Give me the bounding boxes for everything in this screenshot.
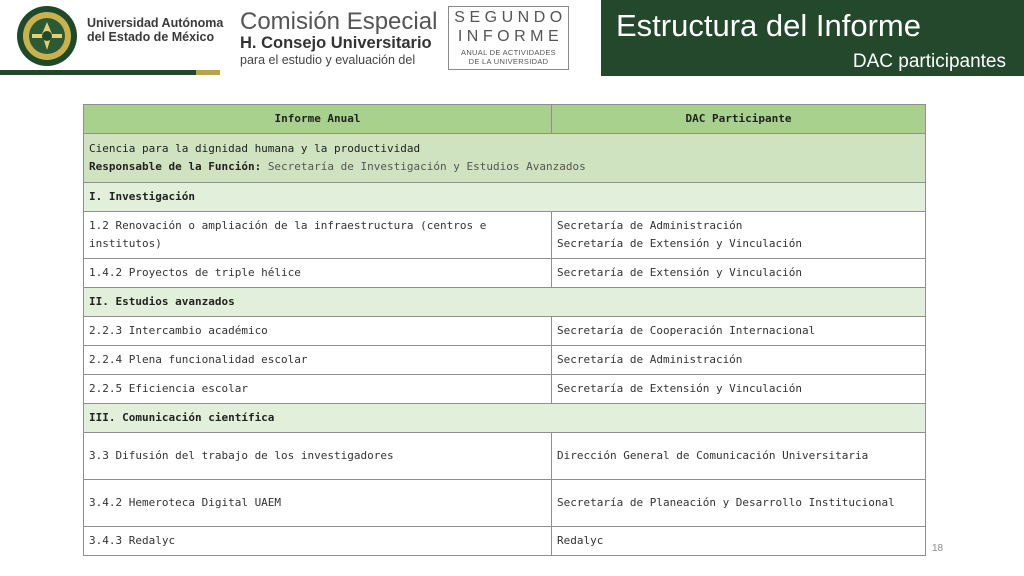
comision-especial-logo: Comisión Especial H. Consejo Universitario para el estudio y evaluación del <box>240 8 438 67</box>
dac-participant: Secretaría de Extensión y Vinculación <box>557 237 803 250</box>
informe-item: 3.4.2 Hemeroteca Digital UAEM <box>84 480 552 527</box>
dac-participant: Dirección General de Comunicación Universitaria <box>552 433 926 480</box>
column-header-dac: DAC Participante <box>552 105 926 134</box>
informe-item: 2.2.3 Intercambio académico <box>84 317 552 346</box>
page-number: 18 <box>932 543 944 554</box>
responsable-line <box>89 158 920 176</box>
header-rule-gold <box>196 70 220 75</box>
section-row <box>84 404 926 433</box>
section-title: II. Estudios avanzados <box>84 288 926 317</box>
table-row <box>84 346 926 375</box>
university-name: Universidad Autónoma del Estado de México <box>87 16 224 44</box>
informe-item: 3.3 Difusión del trabajo de los investigadores <box>84 433 552 480</box>
table-header-row <box>84 105 926 134</box>
title-banner <box>601 0 1024 76</box>
dac-participant: Secretaría de Extensión y Vinculación <box>552 375 926 404</box>
table-row <box>84 212 926 259</box>
dac-table-container <box>83 104 925 556</box>
dac-participant: Secretaría de Administración <box>557 219 743 232</box>
table-row <box>84 259 926 288</box>
dac-participant: Secretaría de Administración <box>552 346 926 375</box>
informe-item: 2.2.5 Eficiencia escolar <box>84 375 552 404</box>
table-row <box>84 375 926 404</box>
section-title: III. Comunicación científica <box>84 404 926 433</box>
header-rule-green <box>0 70 196 75</box>
table-row <box>84 317 926 346</box>
informe-item: 3.4.3 Redalyc <box>84 527 552 556</box>
page-title: Estructura del Informe <box>616 8 921 43</box>
segundo-informe-logo: SEGUNDO INFORME ANUAL DE ACTIVIDADES DE LA UNIVERSIDAD <box>448 6 569 70</box>
dac-table <box>83 104 926 556</box>
function-name: Ciencia para la dignidad humana y la productividad <box>89 142 421 155</box>
slide-header <box>0 0 1024 78</box>
function-row <box>84 134 926 183</box>
page-subtitle: DAC participantes <box>852 51 1006 72</box>
dac-participant: Secretaría de Extensión y Vinculación <box>552 259 926 288</box>
informe-item: 1.2 Renovación o ampliación de la infraestructura (centros e institutos) <box>84 212 552 259</box>
section-row <box>84 183 926 212</box>
section-row <box>84 288 926 317</box>
table-row <box>84 480 926 527</box>
section-title: I. Investigación <box>84 183 926 212</box>
university-crest-logo <box>14 4 80 68</box>
informe-item: 2.2.4 Plena funcionalidad escolar <box>84 346 552 375</box>
dac-cell <box>552 212 926 259</box>
dac-participant: Secretaría de Cooperación Internacional <box>552 317 926 346</box>
dac-participant: Secretaría de Planeación y Desarrollo Institucional <box>552 480 926 527</box>
responsable-label: Responsable de la Función: <box>89 160 262 173</box>
dac-participant: Redalyc <box>552 527 926 556</box>
table-row <box>84 527 926 556</box>
table-row <box>84 433 926 480</box>
responsable-value: Secretaría de Investigación y Estudios Avanzados <box>267 160 586 173</box>
informe-item: 1.4.2 Proyectos de triple hélice <box>84 259 552 288</box>
column-header-informe: Informe Anual <box>84 105 552 134</box>
